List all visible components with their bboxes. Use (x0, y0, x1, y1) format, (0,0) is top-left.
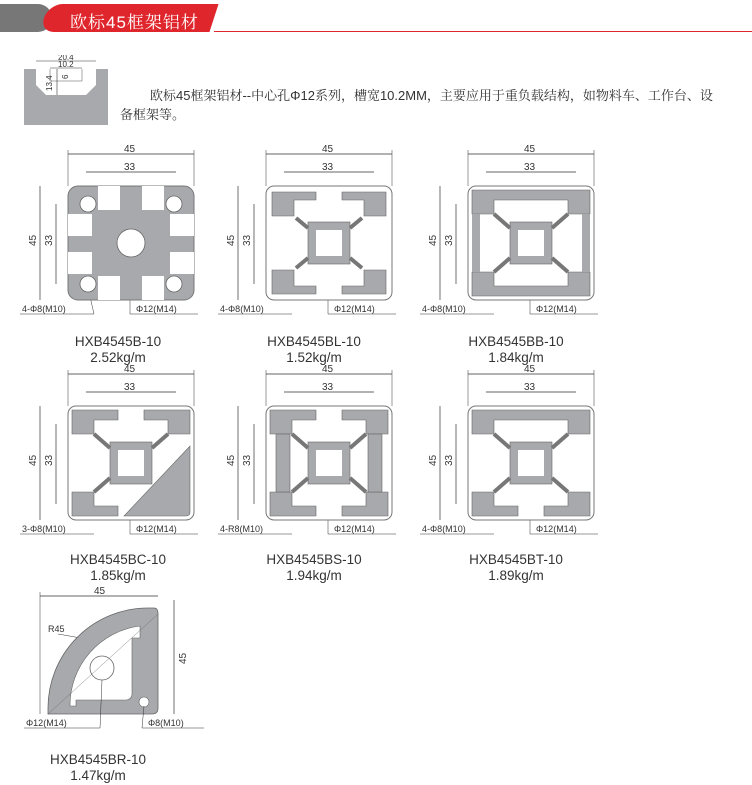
dim-width: 45 (322, 364, 334, 375)
dim-width: 45 (524, 364, 536, 375)
header-rule (214, 31, 752, 32)
slot-dim-opening: 10.2 (58, 60, 74, 69)
hole-label: 4-Φ8(M10) (422, 304, 466, 314)
hole-label: 3-Φ8(M10) (22, 524, 66, 534)
profile-drawing (18, 362, 218, 548)
hole-label: Φ8(M10) (148, 718, 184, 728)
profile-drawing (418, 142, 618, 328)
dim-inner-v: 33 (44, 454, 55, 466)
profile-weight: 1.52kg/m (286, 350, 342, 365)
profile-caption (18, 752, 178, 784)
dim-inner-v: 33 (444, 454, 455, 466)
dim-height: 45 (178, 652, 189, 664)
dim-height: 45 (428, 454, 439, 466)
profile-drawing (18, 584, 218, 744)
profile-caption (38, 552, 198, 584)
profile-caption (234, 552, 394, 584)
profile-weight: 1.84kg/m (488, 350, 544, 365)
profile-model: HXB4545BB-10 (468, 334, 564, 349)
profile-drawing (18, 142, 218, 328)
section-title: 欧标45框架铝材 (70, 13, 199, 32)
dim-inner: 33 (524, 382, 536, 393)
center-hole-label: Φ12(M14) (136, 524, 177, 534)
dim-height: 45 (226, 234, 237, 246)
profile-model: HXB4545B-10 (74, 334, 162, 349)
dim-width: 45 (524, 144, 536, 155)
dim-inner-v: 33 (44, 234, 55, 246)
dim-width: 45 (124, 144, 136, 155)
profile-caption (436, 552, 596, 584)
profile-model: HXB4545BS-10 (266, 552, 362, 567)
dim-inner-v: 33 (242, 234, 253, 246)
profile-drawing (216, 142, 416, 328)
profile-weight: 1.47kg/m (70, 768, 126, 783)
profile-model: HXB4545BL-10 (267, 334, 361, 349)
slot-dim-depth: 13.4 (45, 75, 54, 91)
slot-dim-width: 20.4 (58, 55, 74, 62)
dim-height: 45 (226, 454, 237, 466)
dim-width: 45 (322, 144, 334, 155)
dim-inner-v: 33 (444, 234, 455, 246)
dim-height: 45 (428, 234, 439, 246)
profile-weight: 1.85kg/m (90, 568, 146, 583)
radius-label: R45 (48, 624, 65, 634)
dim-inner: 33 (322, 162, 334, 173)
intro-text: 欧标45框架铝材--中心孔Φ12系列，槽宽10.2MM，主要应用于重负载结构，如物料车、工作台、设备框架等。 (120, 88, 713, 122)
slot-dim-lip: 6 (61, 74, 70, 79)
profile-drawing (418, 362, 618, 548)
section-header (0, 0, 752, 36)
profile-model: HXB4545BT-10 (469, 552, 563, 567)
dim-inner: 33 (124, 162, 136, 173)
hole-label: 4-Φ8(M10) (22, 304, 66, 314)
center-hole-label: Φ12(M14) (136, 304, 177, 314)
dim-height: 45 (28, 454, 39, 466)
dim-inner: 33 (524, 162, 536, 173)
center-hole-label: Φ12(M14) (26, 718, 67, 728)
hole-label: 4-Φ8(M10) (422, 524, 466, 534)
dim-inner: 33 (322, 382, 334, 393)
profile-model: HXB4545BC-10 (69, 552, 167, 567)
dim-height: 45 (28, 234, 39, 246)
hole-label: 4-Φ8(M10) (220, 304, 264, 314)
center-hole-label: Φ12(M14) (334, 524, 375, 534)
profile-weight: 1.94kg/m (286, 568, 342, 583)
center-hole-label: Φ12(M14) (536, 304, 577, 314)
profile-model: HXB4545BR-10 (49, 752, 147, 767)
dim-inner-v: 33 (242, 454, 253, 466)
profile-drawing (216, 362, 416, 548)
center-hole-label: Φ12(M14) (334, 304, 375, 314)
hole-label: 4-R8(M10) (220, 524, 264, 534)
dim-inner: 33 (124, 382, 136, 393)
profile-weight: 2.52kg/m (90, 350, 146, 365)
center-hole-label: Φ12(M14) (536, 524, 577, 534)
profile-weight: 1.89kg/m (488, 568, 544, 583)
dim-width: 45 (94, 586, 106, 597)
dim-width: 45 (124, 364, 136, 375)
